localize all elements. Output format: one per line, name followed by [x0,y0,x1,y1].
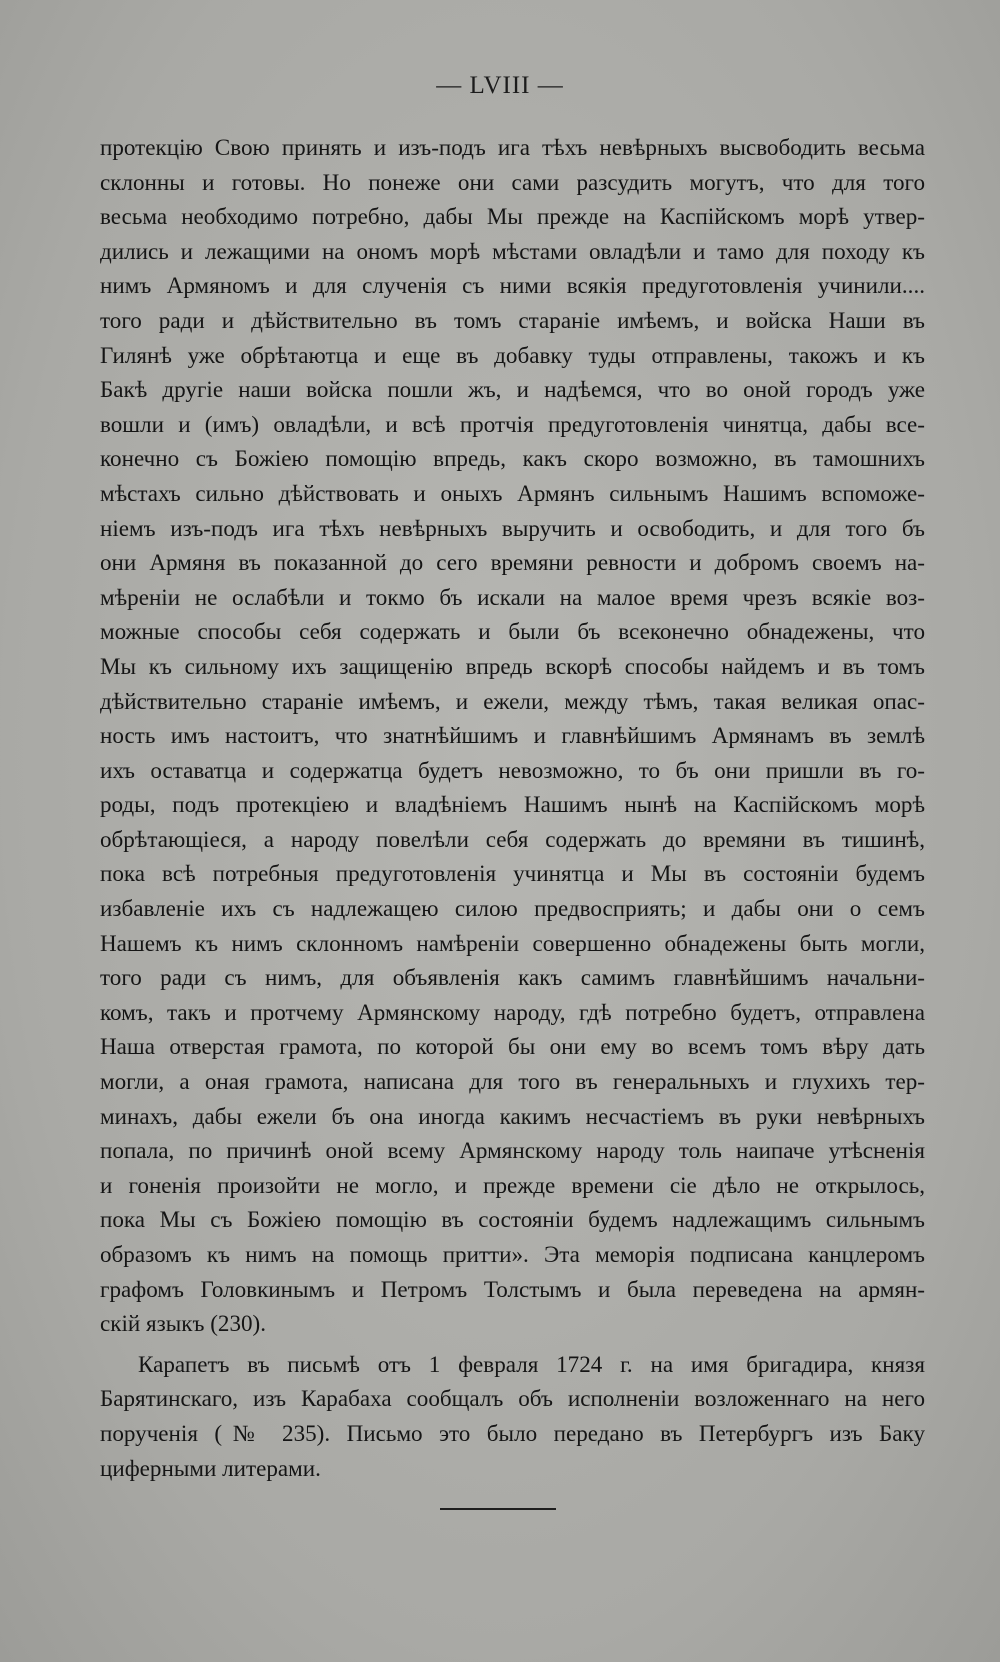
text-line: дѣйствительно стараніе имѣемъ, и ежели, между тѣмъ, такая великая опас- [100,687,925,714]
text-line: комъ, такъ и протчему Армянскому народу, гдѣ потребно будетъ, отправлена [100,998,925,1025]
text-line: мѣреніи не ослабѣли и токмо бъ искали на малое время чрезъ всякіе воз- [100,583,925,610]
text-line: пока всѣ потребныя предуготовленія учинятца и Мы въ состояніи будемъ [100,860,925,887]
text-line: склонны и готовы. Но понеже они сами разсудить могутъ, что для того [100,168,925,195]
text-line: Барятинскаго, изъ Карабаха сообщалъ объ исполненіи возложеннаго на него [100,1385,925,1412]
text-line: мѣстахъ сильно дѣйствовать и оныхъ Армянъ сильнымъ Нашимъ вспоможе- [100,479,925,506]
text-line: они Армяня въ показанной до сего времяни ревности и добромъ своемъ на- [100,549,925,576]
text-line: можные способы себя содержать и были бъ всеконечно обнадежены, что [100,618,925,645]
text-line: Бакѣ другіе наши войска пошли жъ, и надѣемся, что во оной городъ уже [100,376,925,403]
text-line: циферными литерами. [100,1454,321,1481]
text-line: весьма необходимо потребно, дабы Мы прежде на Каспійскомъ морѣ утвер- [100,203,925,230]
text-line: Гилянѣ уже обрѣтаютца и еще въ добавку туды отправлены, такожъ и къ [100,341,925,368]
text-line: ніемъ изъ-подъ ига тѣхъ невѣрныхъ выручить и освободить, и для того бъ [100,514,925,541]
text-line: попала, по причинѣ оной всему Армянскому народу толь наипаче утѣсненія [100,1137,925,1164]
text-line: обрѣтающіеся, а народу повелѣли себя содержать до времяни въ тишинѣ, [100,825,925,852]
text-line: образомъ къ нимъ на помощь притти». Эта меморія подписана канцлеромъ [100,1241,925,1267]
text-line: нимъ Армяномъ и для слученія съ ними всякія предуготовленія учинили.... [100,272,925,299]
paragraph-2 [100,1347,925,1485]
text-line: ихъ оставатца и содержатца будетъ невозможно, то бъ они пришли въ го- [100,756,925,783]
text-line: Карапетъ въ письмѣ отъ 1 февраля 1724 г. на имя бригадира, князя [138,1350,925,1377]
page-number: — LVIII — [436,72,564,99]
text-line: дились и лежащими на ономъ морѣ мѣстами овладѣли и тамо для походу къ [100,237,925,264]
text-line: избавленіе ихъ съ надлежащею силою предвосприять; и дабы они о семъ [100,895,925,922]
text-line: протекцію Свою принять и изъ-подъ ига тѣхъ невѣрныхъ высвободить весьма [100,134,925,160]
text-line: Нашемъ къ нимъ склонномъ намѣреніи совершенно обнадежены быть могли, [100,929,925,956]
text-line: того ради съ нимъ, для объявленія какъ самимъ главнѣйшимъ начальни- [100,964,925,991]
text-line: минахъ, дабы ежели бъ она иногда какимъ несчастіемъ въ руки невѣрныхъ [100,1102,925,1129]
text-line: и гоненія произойти не могло, и прежде времени сіе дѣло не открылось, [100,1171,925,1198]
text-line: пока Мы съ Божіею помощію въ состояніи будемъ надлежащимъ сильнымъ [100,1206,925,1233]
text-line: могли, а оная грамота, написана для того въ генеральныхъ и глухихъ тер- [100,1068,925,1095]
text-line: порученія (№ 235). Письмо это было передано въ Петербургъ изъ Баку [100,1419,925,1446]
body-text [100,130,925,1485]
text-line: того ради и дѣйствительно въ томъ стараніе имѣемъ, и войска Наши въ [100,306,925,333]
text-line: графомъ Головкинымъ и Петромъ Толстымъ и была переведена на армян- [100,1275,925,1302]
paragraph-1 [100,130,925,1341]
text-line: ность имъ настоитъ, что знатнѣйшимъ и главнѣйшимъ Армянамъ въ землѣ [100,722,925,749]
text-line: роды, подъ протекціею и владѣніемъ Нашимъ нынѣ на Каспійскомъ морѣ [100,791,925,818]
text-line: Наша отверстая грамота, по которой бы они ему во всемъ томъ вѣру дать [100,1033,925,1060]
text-line: Мы къ сильному ихъ защищенію впредь вскорѣ способы найдемъ и въ томъ [100,652,925,679]
text-line: конечно съ Божіею помощію впредь, какъ скоро возможно, въ тамошнихъ [100,445,925,472]
text-line: скій языкъ (230). [100,1310,267,1337]
section-end-rule [440,1508,556,1510]
text-line: вошли и (имъ) овладѣли, и всѣ протчія предуготовленія чинятца, дабы все- [100,410,925,437]
